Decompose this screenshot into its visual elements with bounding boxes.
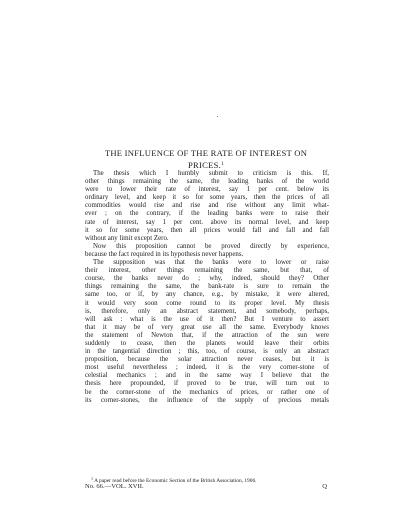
body-line: that it may be of very great use all the same. Everybody knows [85,323,329,331]
body-line: ever ; on the contrary, if the leading banks were to raise their [85,210,329,218]
footnote-marker: 1 [91,476,93,481]
body-line: because the fact required in its hypothesis never happens. [85,250,244,258]
body-line: The supposition was that the banks were to lower or raise [93,259,329,267]
body-line: the statement of Newton that, if the attraction of the sun were [85,331,329,339]
page-speck [217,116,218,117]
volume-number: No. 66.—VOL. XVII. [85,483,144,490]
body-line: is, therefore, only an abstract statement, and somebody, perhaps, [85,307,329,315]
title-line-2: PRICES.$^1$ [187,159,225,170]
signature-mark: Q [322,483,327,490]
body-line: proposition, because the solar attraction never ceases, but it is [85,356,329,364]
body-line: other things remaining the same, the leading banks of the world [85,178,329,186]
body-line: suddenly to cease, then the planets would leave their orbits [85,339,329,347]
body-line: it would very soon come round to its proper level. My thesis [85,299,329,307]
body-line: be the corner-stone of the mechanics of prices, or rather one of [85,388,329,396]
body-line: most useful nevertheless ; indeed, it is the very corner-stone of [85,364,329,372]
body-line: things remaining the same, the bank-rate is sure to remain the [85,283,329,291]
body-line: The thesis which I humbly submit to criticism is this. If, [93,170,329,177]
body-line: rate of interest, say 1 per cent. above its normal level, and keep [85,218,329,226]
article-title [75,148,337,170]
body-line: Now this proposition cannot be proved directly by experience, [93,242,329,250]
body-line: thesis here propounded, if proved to be true, will turn out to [85,380,329,388]
body-line: in the tangential direction ; this, too, of course, is only an abstract [85,348,329,356]
body-line: were to lower their rate of interest, say 1 per cent. below its [85,186,329,194]
body-line: will ask : what is the use of it then? But I venture to assert [85,315,329,323]
title-line-1: THE INFLUENCE OF THE RATE OF INTEREST ON [104,148,308,158]
body-line: course, the banks never do ; why, indeed, should they? Other [85,275,329,283]
body-line: same too, or if, by any chance, e.g., by mistake, it were altered, [85,291,329,299]
body-line: their interest, other things remaining the same, but that, of [85,267,329,275]
body-line: without any limit except Zero. [85,234,169,242]
body-line: ordinary level, and keep it so for some years, then the prices of all [85,194,329,202]
footnote-text: A paper read before the Economic Section of the British Association, 1906. [94,478,257,484]
body-line: commodities would rise and rise and rise without any limit what- [85,202,329,210]
article-body [85,170,329,405]
title-footnote-marker: 1 [221,160,225,167]
body-line: its corner-stones, the influence of the supply of precious metals [85,396,329,404]
body-line: celestial mechanics ; and in the same way I believe that the [85,372,329,380]
body-line: it so for some years, then all prices would fall and fall and fall [85,226,329,234]
